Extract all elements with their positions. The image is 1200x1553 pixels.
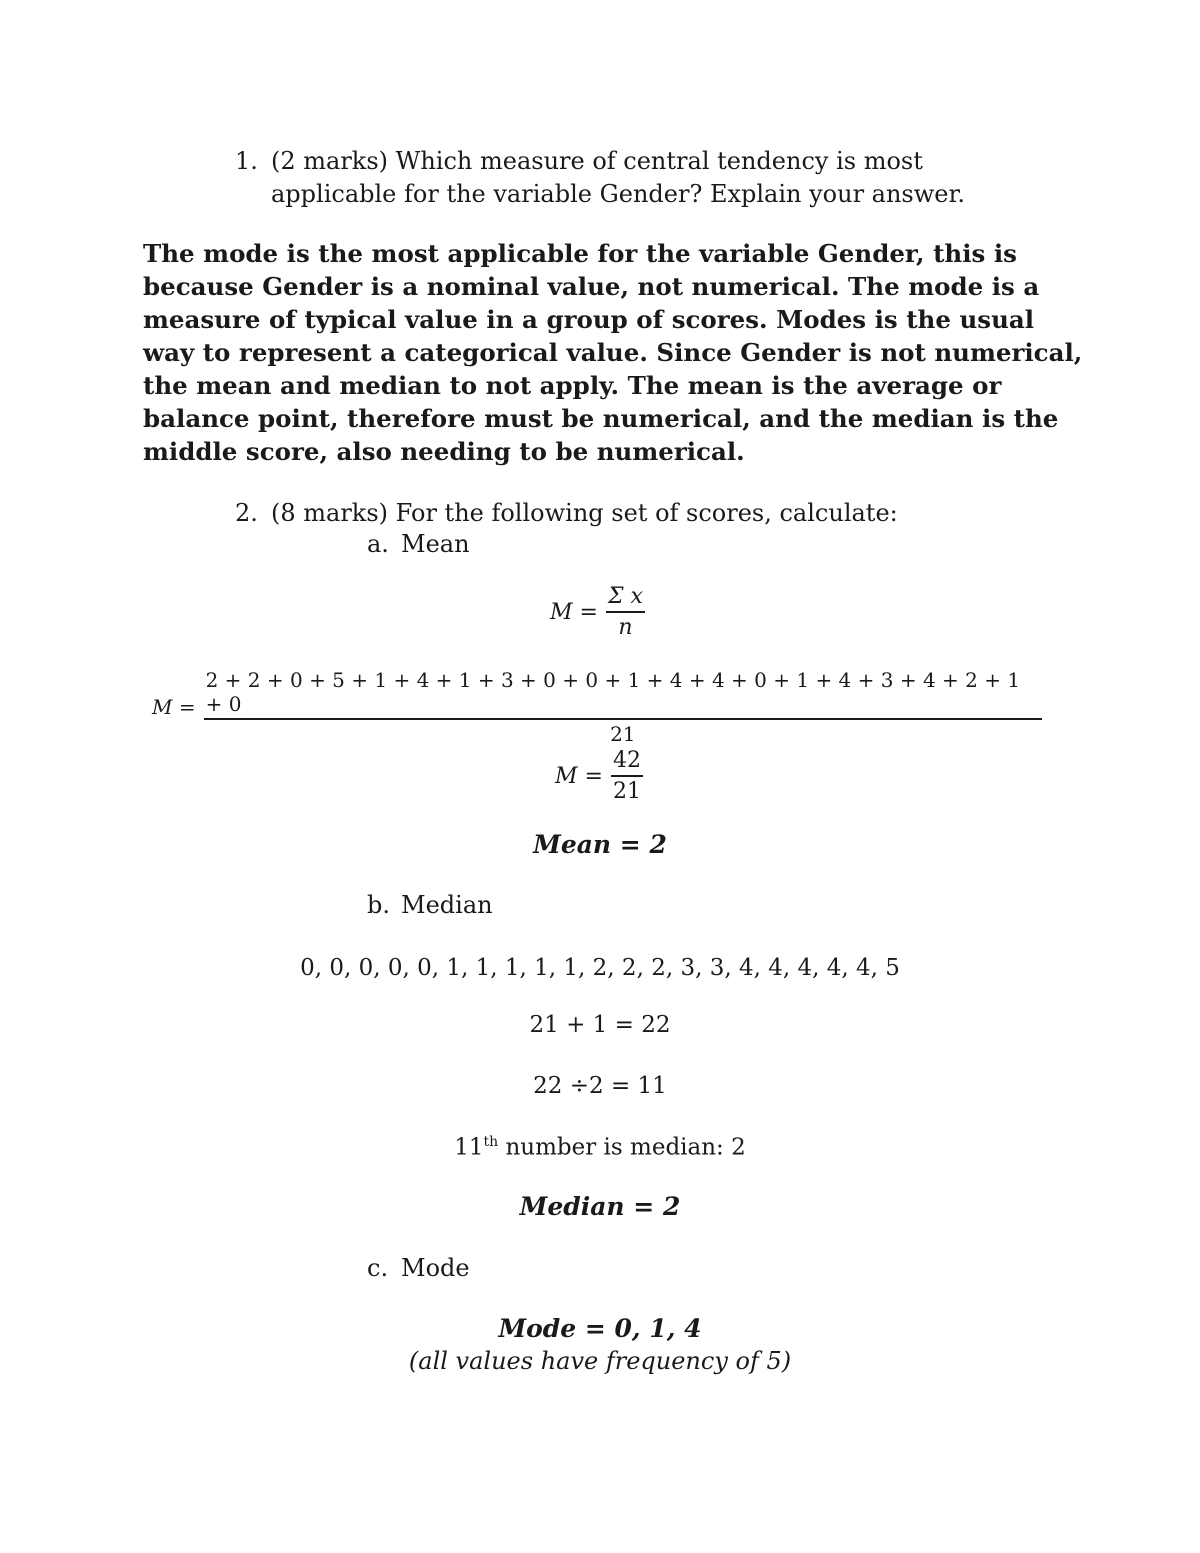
mode-result: Mode = 0, 1, 4 — [498, 1314, 702, 1343]
mean-sum-denominator: 21 — [204, 718, 1042, 746]
mode-letter: c. — [367, 1254, 389, 1282]
question-2 — [235, 497, 1065, 532]
question-1-number: 1. — [235, 147, 258, 175]
mean-formula-fraction — [606, 584, 645, 640]
median-position-number: 11 — [454, 1134, 484, 1161]
question-2-number: 2. — [235, 499, 258, 527]
mean-heading — [367, 530, 470, 558]
mean-label: Mean — [401, 530, 470, 558]
mean-ratio-lhs: M = — [555, 763, 603, 789]
median-letter: b. — [367, 891, 390, 919]
median-sorted-scores: 0, 0, 0, 0, 0, 1, 1, 1, 1, 1, 2, 2, 2, 3, 3, 4, 4, 4, 4, 4, 5 — [300, 955, 900, 981]
mean-formula — [550, 584, 645, 640]
mean-formula-lhs: M = — [550, 599, 598, 625]
mean-formula-denominator: n — [606, 611, 645, 640]
median-label: Median — [401, 891, 493, 919]
mode-label: Mode — [401, 1254, 470, 1282]
median-position-suffix: th — [483, 1134, 499, 1150]
mean-result: Mean = 2 — [533, 830, 667, 859]
mean-letter: a. — [367, 530, 389, 558]
mean-ratio-fraction — [611, 748, 643, 804]
median-step-1: 21 + 1 = 22 — [529, 1012, 671, 1038]
median-position-text: number is median: 2 — [498, 1134, 746, 1161]
question-1 — [235, 145, 1065, 215]
mean-sum-equation — [152, 668, 1042, 746]
median-result: Median = 2 — [519, 1192, 681, 1221]
mode-note: (all values have frequency of 5) — [408, 1347, 792, 1375]
mean-ratio — [555, 748, 643, 804]
mode-heading — [367, 1254, 470, 1282]
question-2-text: (8 marks) For the following set of scores, calculate: — [271, 499, 898, 527]
mean-sum-fraction — [204, 668, 1042, 746]
mean-formula-numerator: Σ x — [607, 584, 643, 609]
mean-sum-lhs: M = — [152, 695, 196, 719]
median-step-2: 22 ÷2 = 11 — [533, 1073, 667, 1099]
answer-1-paragraph: The mode is the most applicable for the variable Gender, this is because Gender is a nominal value, not numerical. The mode is a measure of typical value in a group of scores. Modes is the usual way to represent a categorical value. Since Gender is not numerical, the mean and median to not apply. The mean is the average or balance point, therefore must be numerical, and the median is the middle score, also needing to be numerical. — [143, 239, 1083, 466]
question-1-text: (2 marks) Which measure of central tendency is most applicable for the variable Gender? Explain your answer. — [271, 147, 965, 208]
mean-ratio-denominator: 21 — [611, 775, 643, 804]
mean-ratio-numerator: 42 — [612, 748, 641, 773]
mean-sum-numerator: 2 + 2 + 0 + 5 + 1 + 4 + 1 + 3 + 0 + 0 + 1 + 4 + 4 + 0 + 1 + 4 + 3 + 4 + 2 + 1 + 0 — [205, 668, 1021, 716]
median-position — [350, 1134, 850, 1161]
median-heading — [367, 891, 493, 919]
